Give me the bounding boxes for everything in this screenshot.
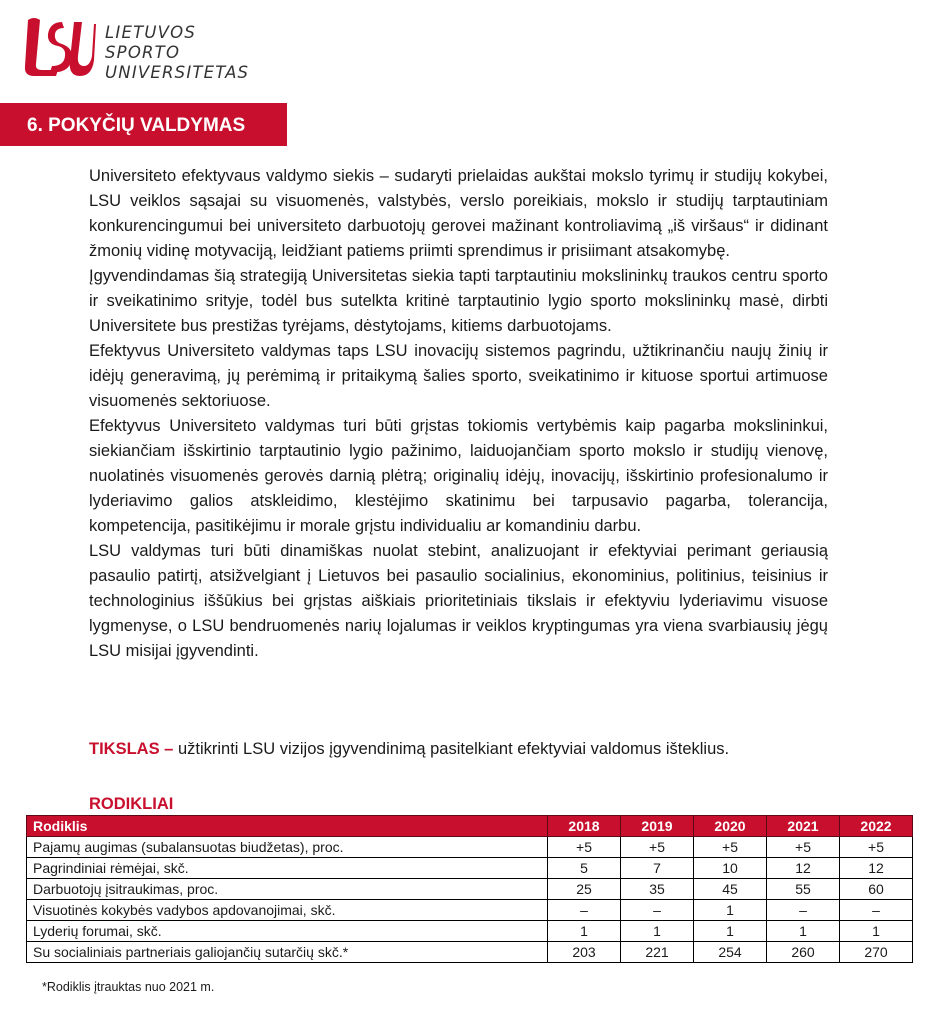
indicators-table	[26, 815, 913, 963]
indicator-value: +5	[621, 837, 694, 858]
table-row	[27, 900, 913, 921]
indicator-value: –	[767, 900, 840, 921]
indicator-value: 45	[694, 879, 767, 900]
indicator-value: 25	[548, 879, 621, 900]
indicator-value: 12	[840, 858, 913, 879]
indicators-title: RODIKLIAI	[89, 795, 174, 813]
indicator-value: 1	[548, 921, 621, 942]
indicator-value: 254	[694, 942, 767, 963]
paragraph: LSU valdymas turi būti dinamiškas nuolat stebint, analizuojant ir efektyviai perimant geriausią pasaulio patirtį, atsižvelgiant į Lietuvos bei pasaulio socialinius, ekonominius, politinius, teisinius ir technologinius iššūkius bei grįstas aiškiais prioritetiniais tikslais ir efektyviu lyderiavimu visuose lygmenyse, o LSU bendruomenės narių lojalumas ir veiklos kryptingumas yra viena svarbiausių jėgų LSU misijai įgyvendinti.	[89, 542, 828, 660]
table-row	[27, 837, 913, 858]
indicator-value: 1	[694, 921, 767, 942]
university-logo	[22, 14, 252, 86]
indicator-value: 1	[840, 921, 913, 942]
indicator-value: 1	[621, 921, 694, 942]
column-header-year: 2018	[548, 816, 621, 837]
indicator-value: 1	[767, 921, 840, 942]
column-header-year: 2019	[621, 816, 694, 837]
indicator-value: 12	[767, 858, 840, 879]
indicator-name: Su socialiniais partneriais galiojančių sutarčių skč.*	[27, 942, 548, 963]
paragraph: Efektyvus Universiteto valdymas turi būti grįstas tokiomis vertybėmis kaip pagarba mokslininkui, siekiančiam išskirtinio tarptautinio lygio pažinimo, laiduojančiam sporto mokslo ir studijų vienovę, nuolatinės visuomenės gerovės darnią plėtrą; originalių idėjų, inovacijų, išskirtinio profesionalumo ir lyderiavimo galios atskleidimo, klestėjimo skatinimu bei tarpusavio pagarba, tolerancija, kompetencija, pasitikėjimu ir morale grįstu individualiu ar komandiniu darbu.	[89, 417, 828, 535]
logo-line-3: UNIVERSITETAS	[105, 63, 250, 82]
indicator-value: +5	[548, 837, 621, 858]
goal-text: užtikrinti LSU vizijos įgyvendinimą pasitelkiant efektyviai valdomus išteklius.	[173, 740, 730, 758]
indicator-value: 260	[767, 942, 840, 963]
indicator-value: +5	[694, 837, 767, 858]
table-row	[27, 942, 913, 963]
indicator-value: 1	[694, 900, 767, 921]
section-title: 6. POKYČIŲ VALDYMAS	[27, 115, 246, 136]
indicator-value: –	[548, 900, 621, 921]
column-header-indicator: Rodiklis	[27, 816, 548, 837]
indicator-value: 203	[548, 942, 621, 963]
indicator-value: +5	[767, 837, 840, 858]
logo-line-2: SPORTO	[105, 43, 181, 62]
goal-statement	[89, 740, 729, 759]
indicator-value: 55	[767, 879, 840, 900]
indicator-name: Pajamų augimas (subalansuotas biudžetas), proc.	[27, 837, 548, 858]
indicator-value: 221	[621, 942, 694, 963]
column-header-year: 2021	[767, 816, 840, 837]
indicator-value: –	[621, 900, 694, 921]
indicator-value: 5	[548, 858, 621, 879]
paragraph: Įgyvendindamas šią strategiją Universitetas siekia tapti tarptautiniu mokslininkų traukos centru sporto ir sveikatinimo srityje, todėl bus sutelkta kritinė tarptautinio lygio sporto mokslininkų masė, dirbti Universitete bus prestižas tyrėjams, dėstytojams, kitiems darbuotojams.	[89, 267, 828, 335]
column-header-year: 2020	[694, 816, 767, 837]
body-text	[89, 164, 828, 664]
table-row	[27, 858, 913, 879]
indicator-name: Darbuotojų įsitraukimas, proc.	[27, 879, 548, 900]
indicator-value: 270	[840, 942, 913, 963]
goal-label: TIKSLAS –	[89, 740, 174, 758]
logo-line-1: LIETUVOS	[105, 23, 196, 42]
paragraph: Efektyvus Universiteto valdymas taps LSU inovacijų sistemos pagrindu, užtikrinančiu naujų žinių ir idėjų generavimą, jų perėmimą ir pritaikymą šalies sporto, sveikatinimo ir kituose sportui artimuose visuomenės sektoriuose.	[89, 342, 828, 410]
indicator-value: 10	[694, 858, 767, 879]
paragraph: Universiteto efektyvaus valdymo siekis – sudaryti prielaidas aukštai mokslo tyrimų ir studijų kokybei, LSU veiklos sąsajai su visuomenės, valstybės, verslo poreikiais, mokslo ir studijų tarptautiniam konkurencingumui bei universiteto darbuotojų gerovei mažinant kontroliavimą „iš viršaus“ ir didinant žmonių vidinę motyvaciją, leidžiant patiems priimti sprendimus ir prisiimant atsakomybę.	[89, 167, 828, 260]
indicator-value: +5	[840, 837, 913, 858]
lsu-logo-icon	[22, 14, 96, 80]
indicator-value: 60	[840, 879, 913, 900]
indicator-name: Visuotinės kokybės vadybos apdovanojimai, skč.	[27, 900, 548, 921]
column-header-year: 2022	[840, 816, 913, 837]
indicator-value: 7	[621, 858, 694, 879]
table-row	[27, 879, 913, 900]
indicator-name: Lyderių forumai, skč.	[27, 921, 548, 942]
footnote: *Rodiklis įtrauktas nuo 2021 m.	[42, 980, 215, 994]
indicator-value: 35	[621, 879, 694, 900]
indicator-value: –	[840, 900, 913, 921]
indicator-name: Pagrindiniai rėmėjai, skč.	[27, 858, 548, 879]
table-header-row	[27, 816, 913, 837]
table-row	[27, 921, 913, 942]
